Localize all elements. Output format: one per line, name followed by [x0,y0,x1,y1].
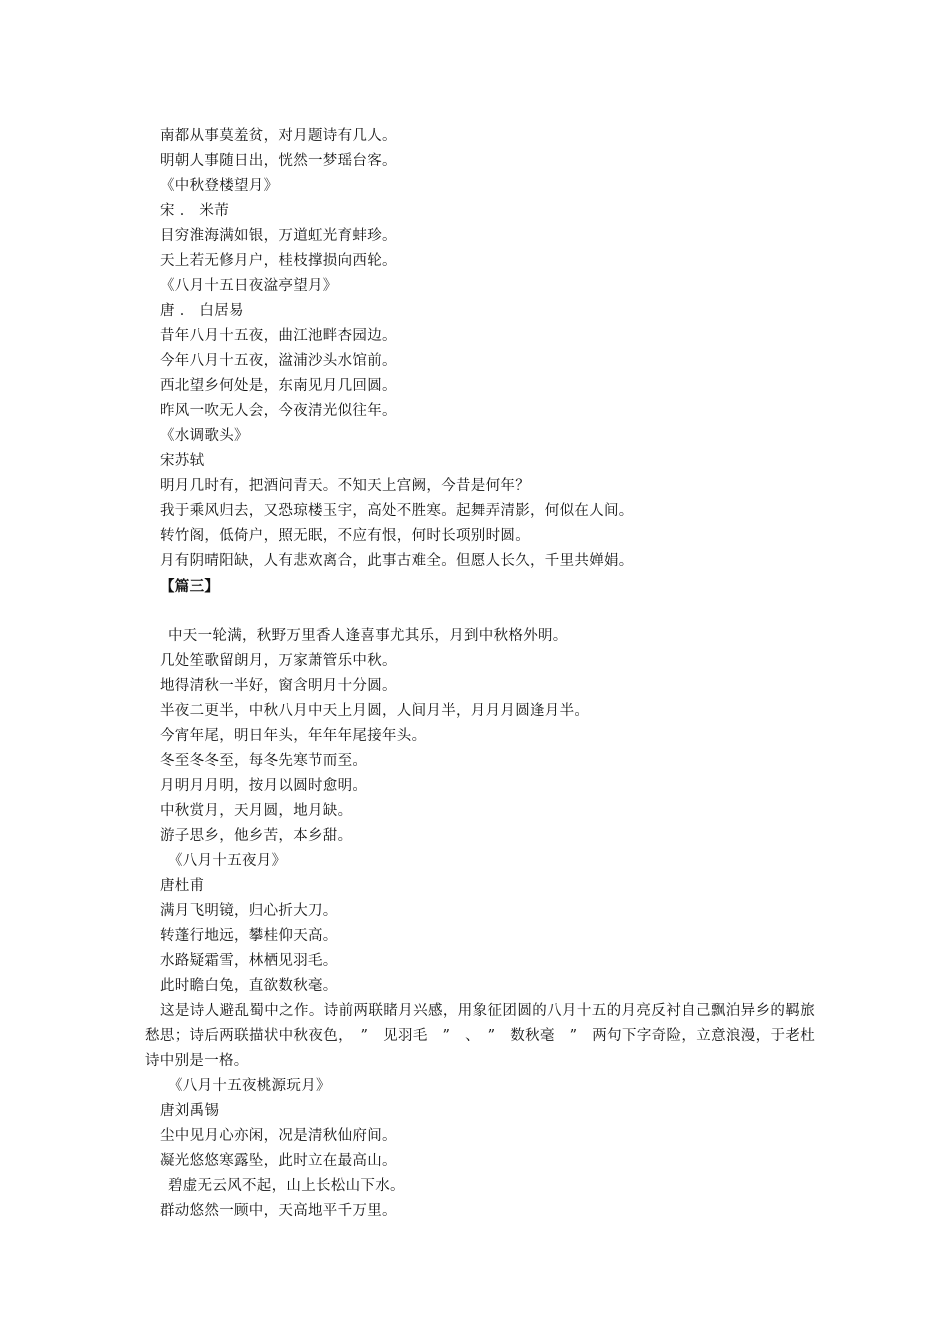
poem-author: 宋苏轼 [160,453,205,469]
text-line: 月有阴晴阳缺，人有悲欢离合，此事古难全。但愿人长久，千里共婵娟。 [160,553,634,569]
text-line: 转竹阁，低倚户，照无眠，不应有恨，何时长项别时圆。 [160,528,530,544]
section-heading: 【篇三】 [160,578,220,595]
commentary-paragraph: 这是诗人避乱蜀中之作。诗前两联睹月兴感，用象征团圆的八月十五的月亮反衬自己飘泊异乡的羁旅愁思；诗后两联描状中秋夜色， ” 见羽毛 ” 、 ” 数秋毫 ” 两句下字奇险，立意浪漫，于老杜诗中别是一格。 [145,1003,815,1069]
text-line: 西北望乡何处是，东南见月几回圆。 [160,378,397,394]
text-line: 水路疑霜雪，林栖见羽毛。 [160,953,338,969]
text-line: 昔年八月十五夜，曲江池畔杏园边。 [160,328,397,344]
text-line: 碧虚无云风不起，山上长松山下水。 [168,1178,405,1194]
text-line: 今宵年尾，明日年头，年年年尾接年头。 [160,728,427,744]
poem-author: 唐 ． 白居易 [160,303,244,319]
poem-title: 《中秋登楼望月》 [160,178,279,194]
text-line: 游子思乡，他乡苦，本乡甜。 [160,828,353,844]
poem-title: 《八月十五夜桃源玩月》 [168,1078,331,1094]
text-line: 今年八月十五夜，湓浦沙头水馆前。 [160,353,397,369]
text-line: 昨风一吹无人会，今夜清光似往年。 [160,403,397,419]
poem-title: 《八月十五夜月》 [168,853,287,869]
poem-title: 《八月十五日夜湓亭望月》 [160,278,338,294]
text-line: 群动悠然一顾中，天高地平千万里。 [160,1203,397,1219]
text-line: 天上若无修月户，桂枝撑损向西轮。 [160,253,397,269]
poem-author: 唐杜甫 [160,878,205,894]
text-line: 明月几时有，把酒问青天。不知天上宫阙，今昔是何年？ [160,478,530,494]
text-line: 目穷淮海满如银，万道虹光育蚌珍。 [160,228,397,244]
poem-title: 《水调歌头》 [160,428,249,444]
blank-line [0,599,950,624]
text-line: 我于乘风归去，又恐琼楼玉宇，高处不胜寒。起舞弄清影，何似在人间。 [160,503,634,519]
text-line: 此时瞻白兔，直欲数秋毫。 [160,978,338,994]
text-line: 满月飞明镜，归心折大刀。 [160,903,338,919]
poem-author: 唐刘禹锡 [160,1103,220,1119]
text-line: 中秋赏月，天月圆，地月缺。 [160,803,353,819]
document-body [0,124,950,1224]
text-line: 月明月月明，按月以圆时愈明。 [160,778,368,794]
poem-author: 宋 ． 米芾 [160,203,230,219]
text-line: 明朝人事随日出，恍然一梦瑶台客。 [160,153,397,169]
text-line: 转蓬行地远，攀桂仰天高。 [160,928,338,944]
text-line: 尘中见月心亦闲，况是清秋仙府间。 [160,1128,397,1144]
text-line: 几处笙歌留朗月，万家萧管乐中秋。 [160,653,397,669]
text-line: 冬至冬冬至，每冬先寒节而至。 [160,753,368,769]
text-line: 半夜二更半，中秋八月中天上月圆，人间月半，月月月圆逢月半。 [160,703,590,719]
text-line: 中天一轮满，秋野万里香人逢喜事尤其乐，月到中秋格外明。 [168,628,568,644]
text-line: 地得清秋一半好，窗含明月十分圆。 [160,678,397,694]
text-line: 凝光悠悠寒露坠，此时立在最高山。 [160,1153,397,1169]
text-line: 南都从事莫羞贫，对月题诗有几人。 [160,128,397,144]
